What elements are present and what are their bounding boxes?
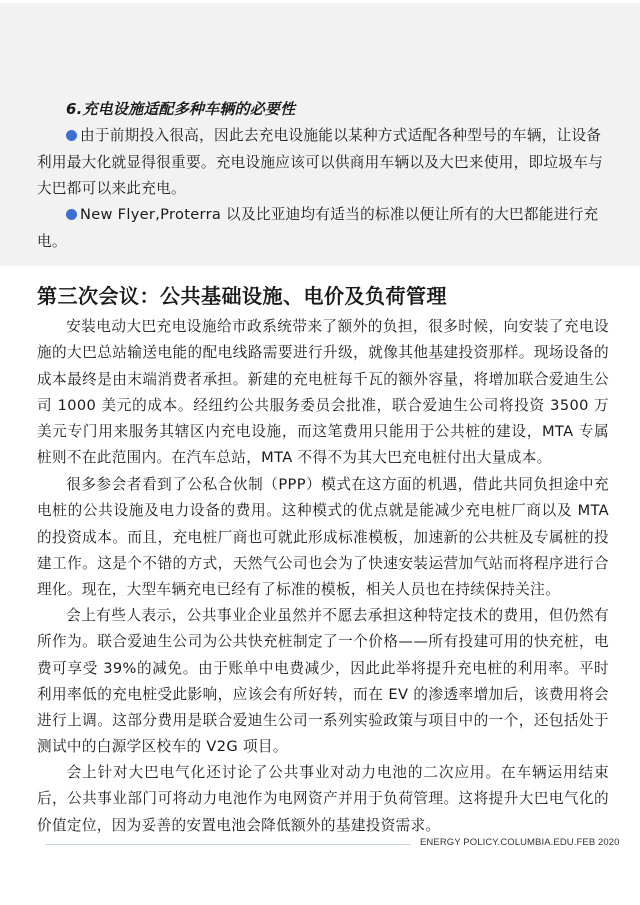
bullet-dot-icon (66, 130, 77, 141)
body-paragraph-4 (37, 760, 609, 839)
body-paragraph-1 (37, 314, 609, 472)
box-bullet-1 (37, 123, 612, 203)
body-paragraph-2 (37, 472, 609, 603)
paragraph-text: 很多参会者看到了公私合伙制（PPP）模式在这方面的机遇，借此共同负担途中充电桩的公共设施及电力设备的费用。这种模式的优点就是能减少充电桩厂商以及 MTA 的投资成本。而且，充电桩厂商也可就此形成标准模板，加速新的公共桩及专属桩的投建工作。这是个不错的方式，天然气公司也会为了快速安装运营加气站而将程序进行合理化。现在，大型车辆充电已经有了标准的模板，相关人员也在持续保持关注。 (37, 476, 609, 599)
paragraph-text: 安装电动大巴充电设施给市政系统带来了额外的负担，很多时候，向安装了充电设施的大巴总站输送电能的配电线路需要进行升级，就像其他基建投资那样。现场设备的成本最终是由末端消费者承担。新建的充电桩每千瓦的额外容量，将增加联合爱迪生公司 1000 美元的成本。经纽约公共服务委员会批准，联合爱迪生公司将投资 3500 万美元专门用来服务其辖区内充电设施，而这笔费用只能用于公共桩的建设，MTA 专属桩则不在此范围内。在汽车总站，MTA 不得不为其大巴充电桩付出大量成本。 (37, 318, 609, 467)
footer-text: ENERGY POLICY.COLUMBIA.EDU.FEB 2020 (420, 837, 620, 848)
body-paragraph-3 (37, 603, 609, 761)
box-subtitle: 6.充电设施适配多种车辆的必要性 (66, 100, 296, 118)
bullet-dot-icon (66, 209, 77, 220)
box-bullet-text: New Flyer,Proterra 以及比亚迪均有适当的标准以便让所有的大巴都能进行充电。 (37, 206, 599, 250)
section-title: 第三次会议：公共基础设施、电价及负荷管理 (37, 284, 447, 308)
footer-divider (46, 844, 410, 845)
box-bullet-text: 由于前期投入很高，因此去充电设施能以某种方式适配各种型号的车辆，让设备利用最大化就显得很重要。充电设施应该可以供商用车辆以及大巴来使用，即垃圾车与大巴都可以来此充电。 (37, 127, 603, 197)
paragraph-text: 会上有些人表示，公共事业企业虽然并不愿去承担这种特定技术的费用，但仍然有所作为。联合爱迪生公司为公共快充桩制定了一个价格——所有投建可用的快充桩，电费可享受 39%的减免。由于账单中电费减少，因此此举将提升充电桩的利用率。平时利用率低的充电桩受此影响，应该会有所好转，而在 EV 的渗透率增加后，该费用将会进行上调。这部分费用是联合爱迪生公司一系列实验政策与项目中的一个，还包括处于测试中的白源学区校车的 V2G 项目。 (37, 607, 609, 756)
box-bullet-2 (37, 202, 612, 255)
paragraph-text: 会上针对大巴电气化还讨论了公共事业对动力电池的二次应用。在车辆运用结束后，公共事业部门可将动力电池作为电网资产并用于负荷管理。这将提升大巴电气化的价值定位，因为妥善的安置电池会降低额外的基建投资需求。 (37, 764, 609, 834)
